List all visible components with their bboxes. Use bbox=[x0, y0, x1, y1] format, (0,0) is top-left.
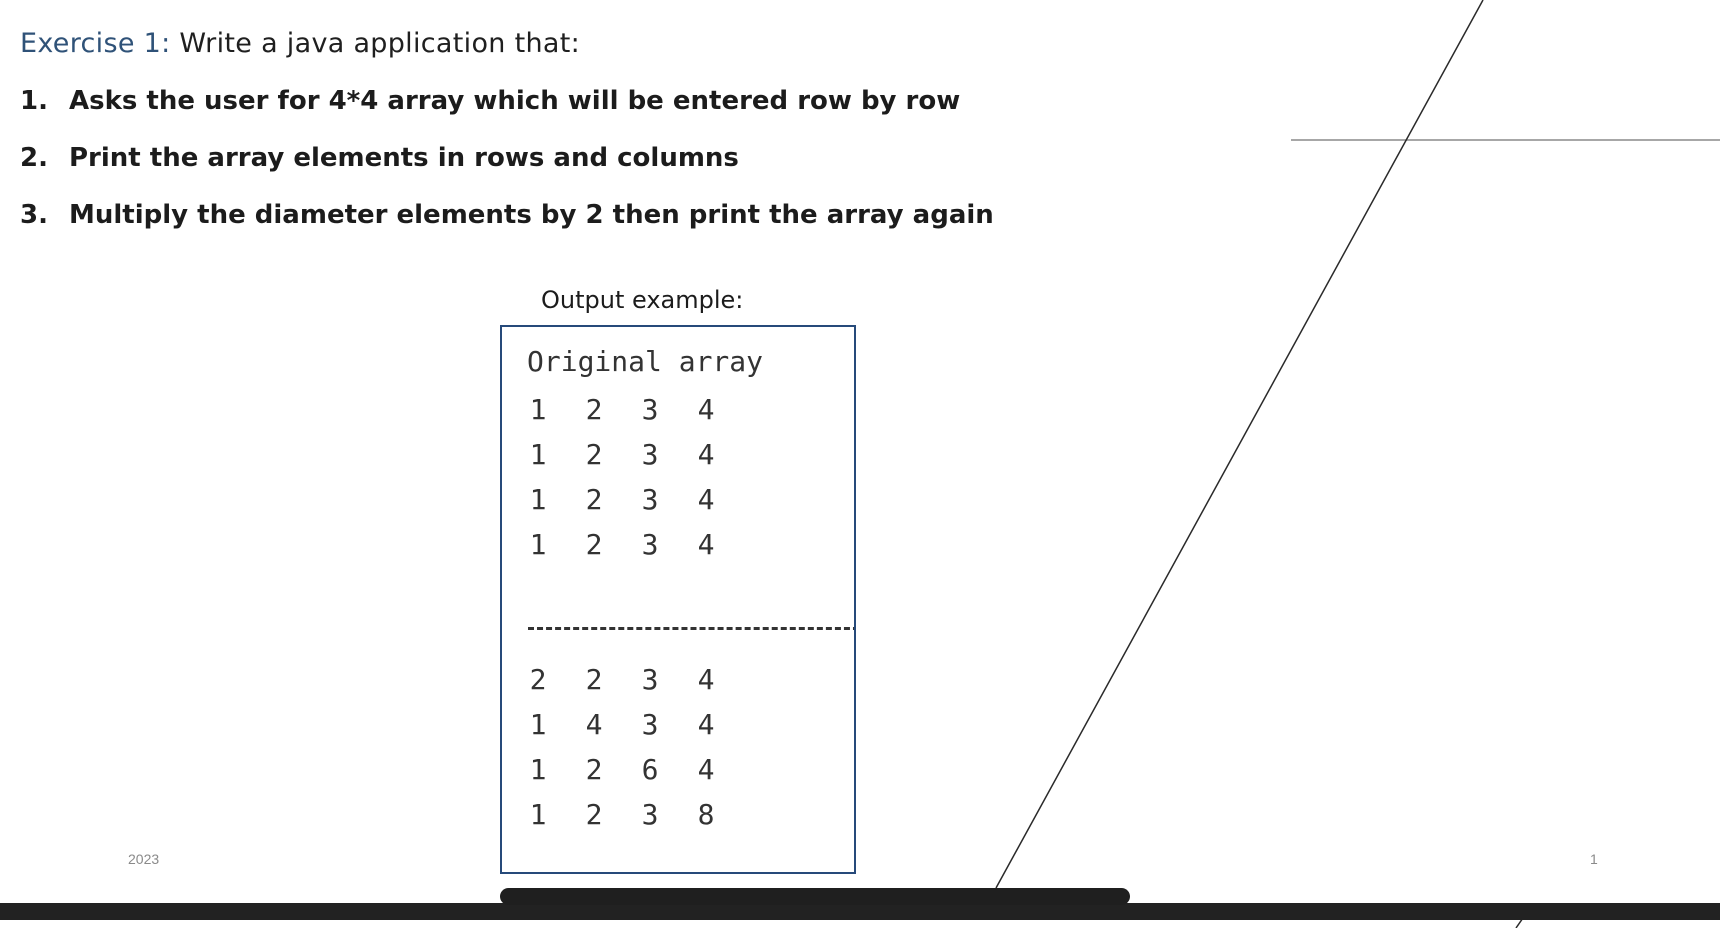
array-cell: 1 bbox=[529, 483, 547, 516]
output-caption: Output example: bbox=[541, 286, 744, 314]
array-cell: 2 bbox=[585, 663, 603, 696]
task-text: Print the array elements in rows and columns bbox=[69, 143, 739, 173]
array-cell: 2 bbox=[585, 798, 603, 831]
array-cell: 4 bbox=[697, 438, 715, 471]
array-cell: 3 bbox=[641, 528, 659, 561]
array-cell: 2 bbox=[585, 753, 603, 786]
array-cell: 3 bbox=[641, 708, 659, 741]
array-cell: 3 bbox=[641, 483, 659, 516]
array-cell: 1 bbox=[529, 708, 547, 741]
array-cell: 2 bbox=[585, 483, 603, 516]
title-lead: Exercise 1: bbox=[20, 28, 171, 59]
bottom-bar bbox=[0, 903, 1720, 920]
array-cell: 2 bbox=[585, 393, 603, 426]
footer-page-number: 1 bbox=[1590, 851, 1598, 867]
array-cell: 1 bbox=[529, 753, 547, 786]
decorative-diagonal-line bbox=[996, 0, 1483, 888]
console-heading: Original array bbox=[527, 345, 764, 378]
footer-year: 2023 bbox=[128, 851, 160, 867]
task-number: 1. bbox=[20, 86, 48, 116]
array-cell: 1 bbox=[529, 438, 547, 471]
array-cell: 8 bbox=[697, 798, 715, 831]
title-rest: Write a java application that: bbox=[170, 28, 580, 59]
scrollbar-thumb[interactable] bbox=[500, 888, 1130, 905]
array-cell: 2 bbox=[585, 438, 603, 471]
array-cell: 1 bbox=[529, 798, 547, 831]
array-cell: 4 bbox=[697, 663, 715, 696]
array-cell: 4 bbox=[697, 753, 715, 786]
array-cell: 6 bbox=[641, 753, 659, 786]
array-cell: 4 bbox=[697, 528, 715, 561]
array-cell: 4 bbox=[697, 393, 715, 426]
task-number: 3. bbox=[20, 200, 48, 230]
task-number: 2. bbox=[20, 143, 48, 173]
array-cell: 1 bbox=[529, 393, 547, 426]
array-cell: 3 bbox=[641, 393, 659, 426]
array-cell: 4 bbox=[697, 483, 715, 516]
array-cell: 2 bbox=[529, 663, 547, 696]
array-cell: 3 bbox=[641, 663, 659, 696]
array-cell: 3 bbox=[641, 438, 659, 471]
array-cell: 2 bbox=[585, 528, 603, 561]
task-text: Asks the user for 4*4 array which will be entered row by row bbox=[69, 86, 961, 116]
array-cell: 1 bbox=[529, 528, 547, 561]
array-cell: 4 bbox=[697, 708, 715, 741]
array-cell: 3 bbox=[641, 798, 659, 831]
task-text: Multiply the diameter elements by 2 then print the array again bbox=[69, 200, 994, 230]
array-cell: 4 bbox=[585, 708, 603, 741]
